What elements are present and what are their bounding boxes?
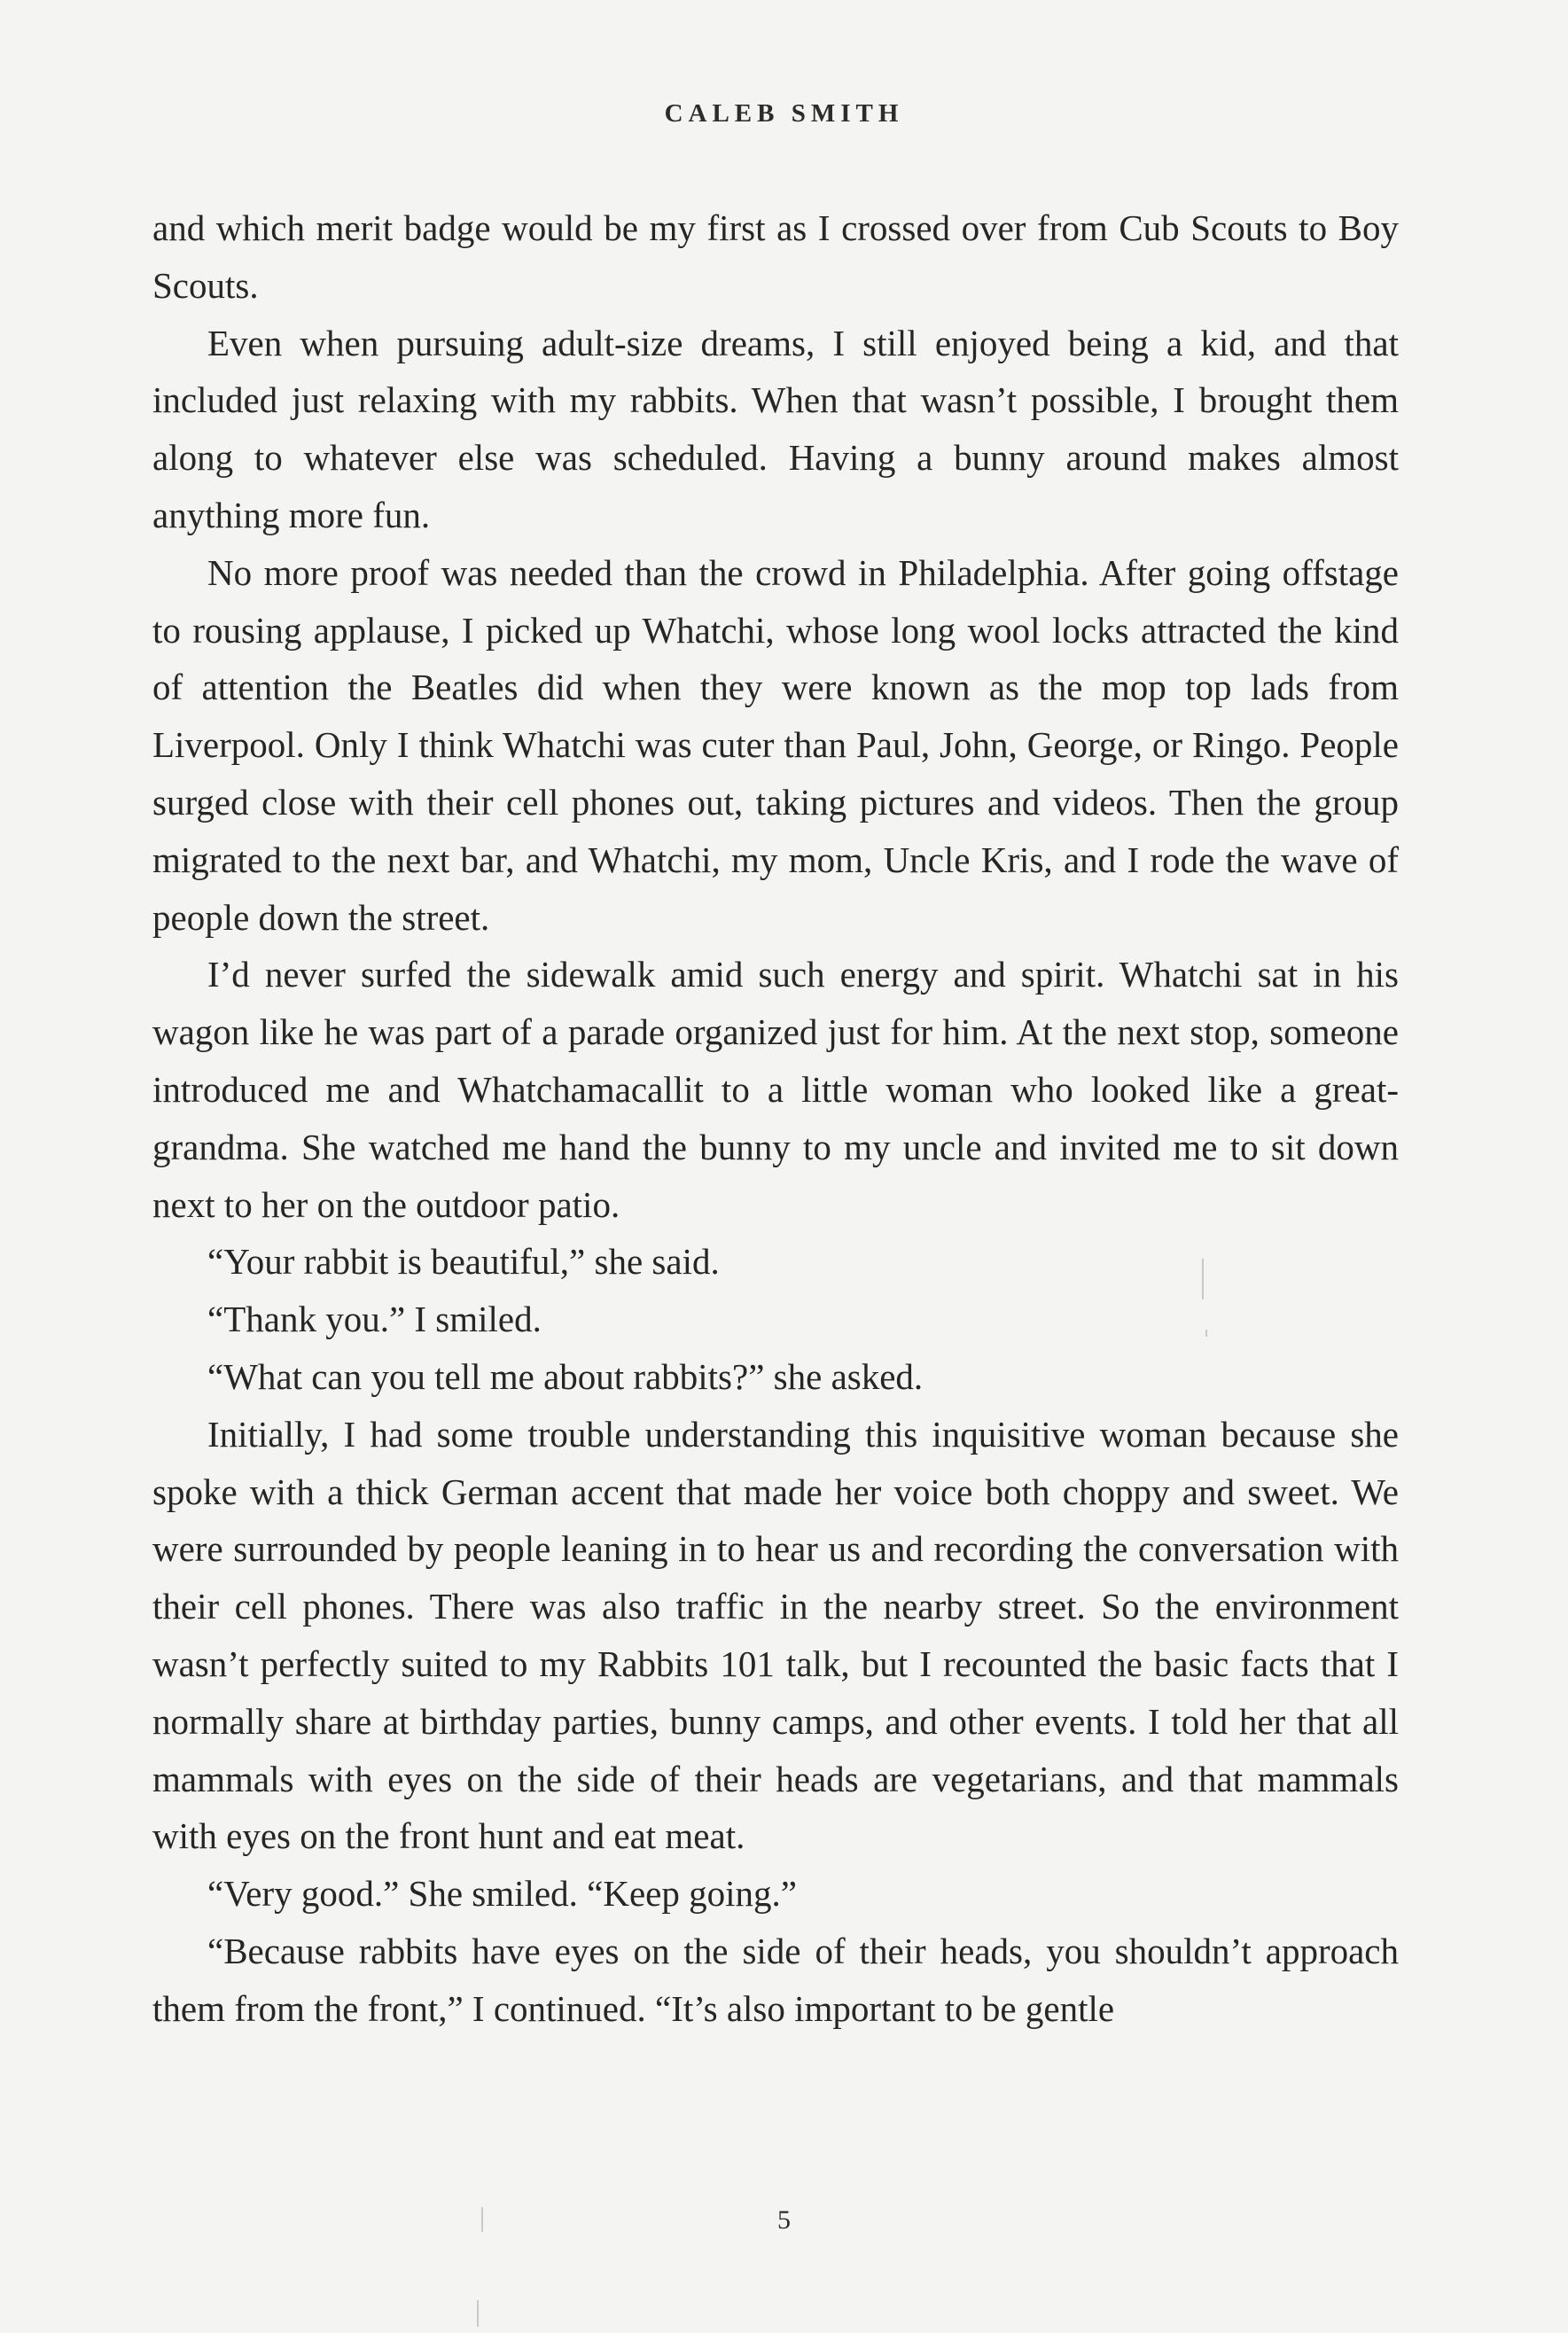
page-number: 5 [777,2205,791,2235]
running-head: CALEB SMITH [664,99,904,128]
paragraph: No more proof was needed than the crowd in Philadelphia. After going offstage to rousing applause, I picked up Whatchi, whose long wool locks attracted the kind of attention the Beatles did when they were known as the mop top lads from Liverpool. Only I think Whatchi was cuter than Paul, John, George, or Ringo. People surged close with their cell phones out, taking pictures and videos. Then the group migrated to the next bar, and Whatchi, my mom, Uncle Kris, and I rode the wave of people down the street. [152,551,1399,938]
dialogue-paragraph: “Because rabbits have eyes on the side of their heads, you shouldn’t approach them from the front,” I continued. “It’s also important to be gentle [152,1930,1399,2029]
paragraph: I’d never surfed the sidewalk amid such energy and spirit. Whatchi sat in his wagon like he was part of a parade organized just for him. At the next stop, someone introduced me and Whatchamacallit to a little woman who looked like a great-grandma. She watched me hand the bunny to my uncle and invited me to sit down next to her on the outdoor patio. [152,954,1399,1225]
dialogue-paragraph: “What can you tell me about rabbits?” she asked. [207,1355,924,1397]
body-text [152,199,1399,2038]
scan-speck [477,2300,479,2327]
paragraph: Even when pursuing adult-size dreams, I still enjoyed being a kid, and that included just relaxing with my rabbits. When that wasn’t possible, I brought them along to whatever else was scheduled. Having a bunny around makes almost anything more fun. [152,322,1399,535]
scan-speck [1205,1330,1207,1337]
scan-speck [1202,1259,1204,1299]
paragraph-continued: and which merit badge would be my first as I crossed over from Cub Scouts to Boy Scouts. [152,207,1399,306]
scan-speck [481,2207,483,2232]
dialogue-paragraph: “Your rabbit is beautiful,” she said. [207,1241,720,1283]
dialogue-paragraph: “Thank you.” I smiled. [207,1299,542,1340]
paragraph: Initially, I had some trouble understanding this inquisitive woman because she spoke with a thick German accent that made her voice both choppy and sweet. We were surrounded by people leaning in to hear us and recording the conversation with their cell phones. There was also traffic in the nearby street. So the environment wasn’t perfectly suited to my Rabbits 101 talk, but I recounted the basic facts that I normally share at birthday parties, bunny camps, and other events. I told her that all mammals with eyes on the side of their heads are vegetarians, and that mammals with eyes on the front hunt and eat meat. [152,1413,1399,1857]
dialogue-paragraph: “Very good.” She smiled. “Keep going.” [207,1873,797,1915]
